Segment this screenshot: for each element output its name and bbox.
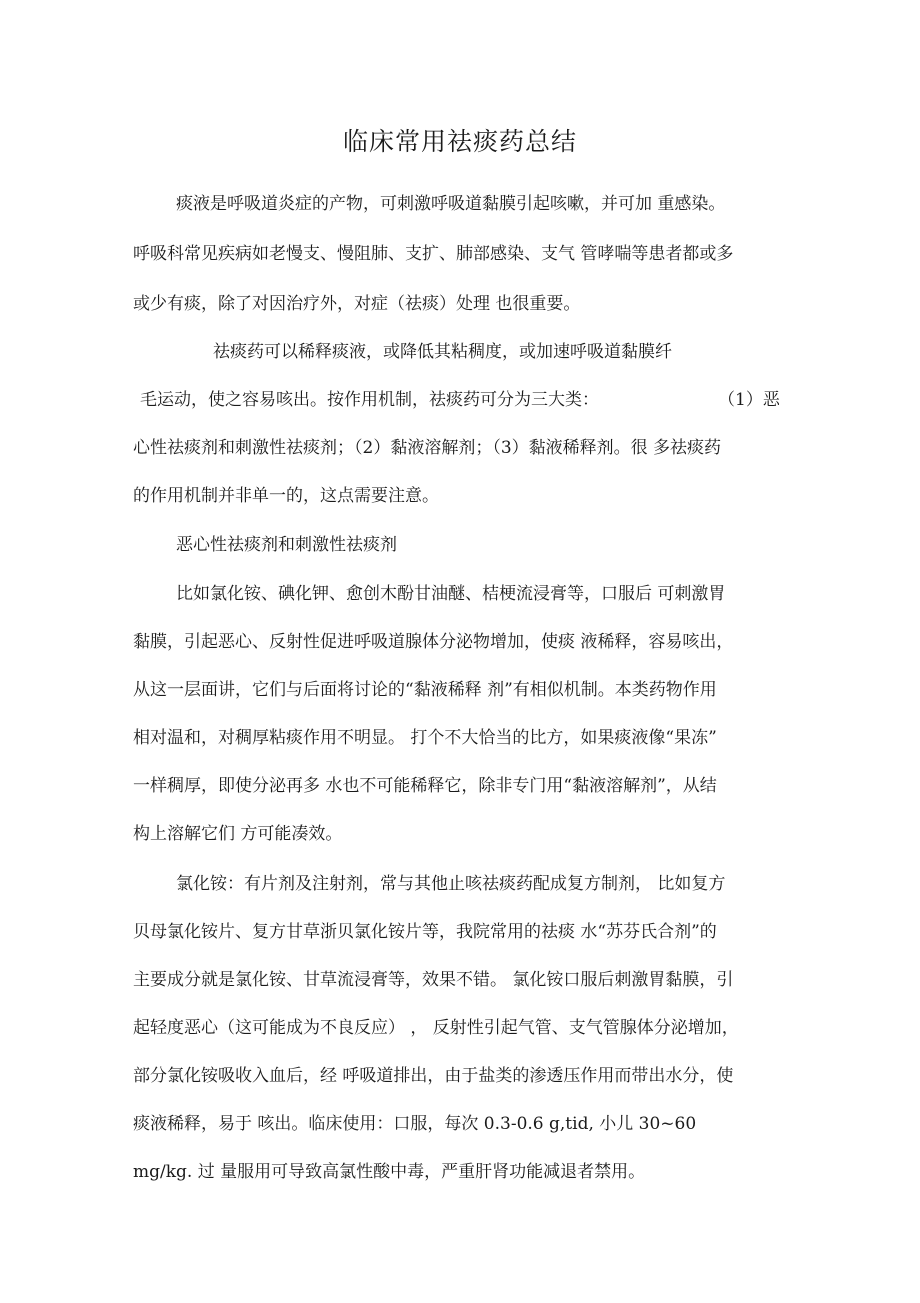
paragraph-line: 呼吸科常见疾病如老慢支、慢阻肺、支扩、肺部感染、支气 管哮喘等患者都或多 (133, 244, 734, 264)
section-heading: 恶心性祛痰剂和刺激性祛痰剂 (176, 535, 397, 555)
paragraph-line: 从这一层面讲，它们与后面将讨论的“黏液稀释 剂”有相似机制。本类药物作用 (133, 680, 717, 700)
paragraph-line: 主要成分就是氯化铵、甘草流浸膏等，效果不错。 氯化铵口服后刺激胃黏膜，引 (133, 970, 734, 990)
paragraph-line: 贝母氯化铵片、复方甘草浙贝氯化铵片等，我院常用的祛痰 水“苏芬氏合剂”的 (133, 922, 717, 942)
paragraph-line: 部分氯化铵吸收入血后，经 呼吸道排出，由于盐类的渗透压作用而带出水分，使 (133, 1066, 734, 1086)
paragraph-line: 祛痰药可以稀释痰液，或降低其粘稠度，或加速呼吸道黏膜纤 (213, 342, 672, 362)
paragraph-line: 痰液稀释，易于 咳出。临床使用：口服，每次 0.3-0.6 g,tid, 小儿 30~60 (133, 1114, 697, 1134)
paragraph-line: 痰液是呼吸道炎症的产物，可刺激呼吸道黏膜引起咳嗽，并可加 重感染。 (176, 194, 726, 214)
document-title: 临床常用祛痰药总结 (342, 127, 577, 156)
paragraph-line: 氯化铵：有片剂及注射剂，常与其他止咳祛痰药配成复方制剂， 比如复方 (176, 874, 726, 894)
paragraph-line: 构上溶解它们 方可能凑效。 (133, 824, 343, 844)
paragraph-line: 心性祛痰剂和刺激性祛痰剂；（2）黏液溶解剂；（3）黏液稀释剂。很 多祛痰药 (133, 438, 722, 458)
paragraph-line: 或少有痰，除了对因治疗外，对症（祛痰）处理 也很重要。 (133, 294, 581, 314)
paragraph-line: 一样稠厚，即使分泌再多 水也不可能稀释它，除非专门用“黏液溶解剂”，从结 (133, 776, 717, 796)
paragraph-line: （1）恶 (718, 390, 780, 410)
paragraph-line: 黏膜，引起恶心、反射性促进呼吸道腺体分泌物增加，使痰 液稀释，容易咳出， (133, 632, 734, 652)
paragraph-line: mg/kg. 过 量服用可导致高氯性酸中毒，严重肝肾功能减退者禁用。 (133, 1162, 646, 1182)
paragraph-line: 毛运动，使之容易咳出。按作用机制，祛痰药可分为三大类： (140, 390, 599, 410)
paragraph-line: 比如氯化铵、碘化钾、愈创木酚甘油醚、桔梗流浸膏等，口服后 可刺激胃 (176, 584, 726, 604)
paragraph-line: 的作用机制并非单一的，这点需要注意。 (133, 486, 439, 506)
paragraph-line: 相对温和，对稠厚粘痰作用不明显。 打个不大恰当的比方，如果痰液像“果冻” (133, 728, 717, 748)
paragraph-line: 起轻度恶心（这可能成为不良反应） ， 反射性引起气管、支气管腺体分泌增加， (133, 1018, 739, 1038)
